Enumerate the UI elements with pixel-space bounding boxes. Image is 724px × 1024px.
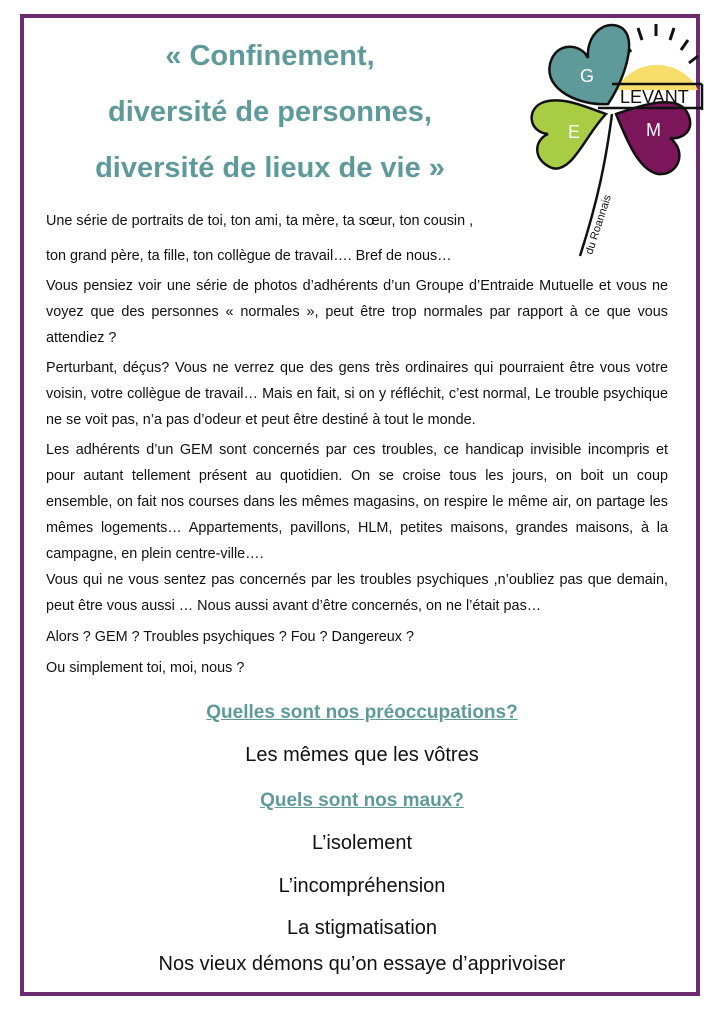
list-item: Nos vieux démons qu’on essaye d’apprivoiser: [158, 953, 566, 975]
paragraph-5: Les adhérents d’un GEM sont concernés par ces troubles, ce handicap invisible incompris et pour autant tellement présent au quotidien. On se croise tous les jours, on boit un coup ensemble, on fait nos courses dans les mêmes magasins, on respire le même air, on partage les mêmes logements… Appartements, pavillons, HLM, petites maisons, grandes maisons, à la campagne, en plein centre-ville….: [46, 442, 668, 562]
paragraph-4: Perturbant, déçus? Vous ne verrez que des gens très ordinaires qui pourraient être vous votre voisin, votre collègue de travail… Mais en fait, si on y réfléchit, c’est normal, Le trouble psychique ne se voit pas, n’a pas d’odeur et peut être destiné à tout le monde.: [46, 360, 668, 428]
paragraph-7: Alors ? GEM ? Troubles psychiques ? Fou ? Dangereux ?: [46, 629, 414, 645]
heading-preoccupations: Quelles sont nos préoccupations?: [206, 702, 518, 723]
list-item: La stigmatisation: [286, 917, 438, 939]
list-item: L’incompréhension: [278, 875, 446, 897]
title-line-3: diversité de lieux de vie »: [95, 152, 445, 184]
paragraph-6: Vous qui ne vous sentez pas concernés par les troubles psychiques ,n’oubliez pas que demain, peut être vous aussi … Nous aussi avant d’être concernés, on ne l’était pas…: [46, 572, 668, 614]
logo-roannais-text: du Roannais: [583, 193, 614, 256]
paragraph-2: ton grand père, ta fille, ton collègue de travail…. Bref de nous…: [46, 248, 452, 264]
paragraph-8: Ou simplement toi, moi, nous ?: [46, 660, 245, 676]
teal-leaf-shape: [549, 25, 629, 104]
list-item: L’isolement: [311, 832, 413, 854]
logo-letter-e: E: [568, 122, 581, 142]
logo-letter-m: M: [646, 120, 661, 140]
logo-letter-g: G: [580, 66, 595, 86]
logo-levant-text: LEVANT: [620, 87, 689, 107]
paragraph-3: Vous pensiez voir une série de photos d’adhérents d’un Groupe d’Entraide Mutuelle et vous ne voyez que des personnes « normales », peut être trop normales par rapport à ce que vous attendiez ?: [46, 278, 668, 346]
paragraph-1: Une série de portraits de toi, ton ami, ta mère, ta sœur, ton cousin ,: [46, 213, 474, 229]
heading-maux: Quels sont nos maux?: [260, 790, 464, 811]
answer-preoccupations: Les mêmes que les vôtres: [245, 744, 479, 766]
title-line-1: « Confinement,: [165, 40, 375, 72]
title-line-2: diversité de personnes,: [108, 96, 432, 128]
